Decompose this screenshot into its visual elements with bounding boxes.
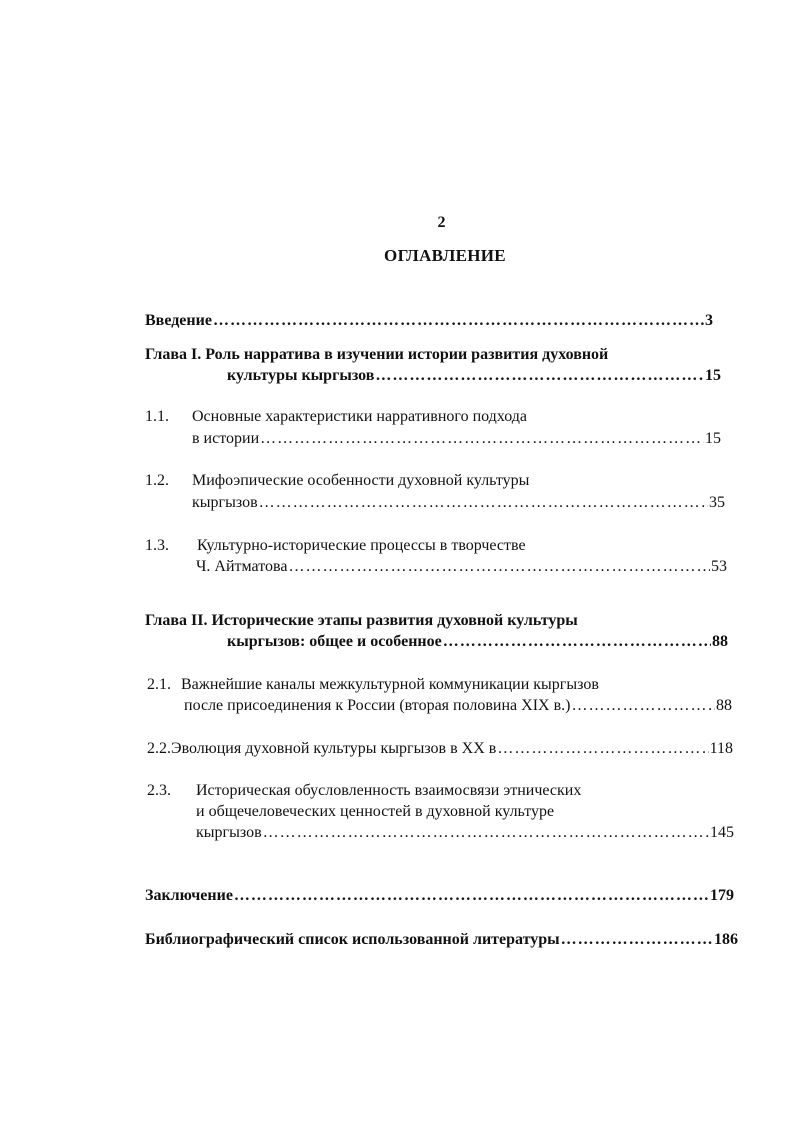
toc-page: 179 xyxy=(710,887,734,904)
toc-entry-intro[interactable] xyxy=(145,311,713,331)
chapter-1-title[interactable]: Глава I. Роль нарратива в изучении истории развития духовной xyxy=(145,346,609,363)
leader-dots xyxy=(288,557,710,577)
toc-label: Библиографический список использованной литературы xyxy=(145,931,560,948)
leader-dots xyxy=(497,739,708,759)
toc-entry-1-3[interactable] xyxy=(196,557,727,577)
toc-page: 35 xyxy=(709,494,725,511)
leader-dots xyxy=(259,493,708,513)
toc-page: 15 xyxy=(705,430,721,447)
toc-label: в истории xyxy=(192,430,260,447)
toc-page: 15 xyxy=(705,367,721,384)
leader-dots xyxy=(443,632,711,652)
section-number: 1.1. xyxy=(145,408,169,425)
toc-label: кыргызов xyxy=(192,494,258,511)
section-1-1-title[interactable] xyxy=(145,407,527,427)
section-1-2-title[interactable] xyxy=(145,471,529,491)
toc-entry-2-3[interactable] xyxy=(196,823,734,843)
leader-dots xyxy=(571,696,715,716)
toc-label: кыргызов xyxy=(196,824,262,841)
toc-page: 88 xyxy=(712,633,728,650)
toc-entry-ch1[interactable] xyxy=(227,366,721,386)
leader-dots xyxy=(213,311,704,331)
toc-page: 145 xyxy=(710,824,734,841)
toc-page: 88 xyxy=(716,697,732,714)
leader-dots xyxy=(260,429,704,449)
toc-label: Эволюция духовной культуры кыргызов в XX в xyxy=(171,740,497,757)
section-title-line: Историческая обусловленность взаимосвязи этнических xyxy=(196,782,582,799)
toc-label: кыргызов: общее и особенное xyxy=(227,633,442,650)
section-number: 2.3. xyxy=(147,782,171,799)
section-title-line: Мифоэпические особенности духовной культуры xyxy=(192,472,530,489)
toc-entry-bibliography[interactable] xyxy=(145,930,738,950)
leader-dots xyxy=(263,823,709,843)
section-2-3-title-line-2: и общечеловеческих ценностей в духовной культуре xyxy=(196,803,555,820)
toc-page: 118 xyxy=(709,740,733,757)
toc-entry-2-2[interactable] xyxy=(147,739,733,759)
section-title-line: Важнейшие каналы межкультурной коммуникации кыргызов xyxy=(181,676,599,693)
section-2-3-title[interactable] xyxy=(147,781,581,801)
leader-dots xyxy=(561,930,713,950)
leader-dots xyxy=(234,886,709,906)
toc-label: Введение xyxy=(145,312,212,329)
toc-entry-2-1[interactable] xyxy=(184,696,732,716)
toc-page: 186 xyxy=(714,931,738,948)
section-number: 1.3. xyxy=(145,537,169,554)
toc-entry-1-1[interactable] xyxy=(192,429,721,449)
toc-page: 53 xyxy=(711,558,727,575)
section-2-1-title[interactable] xyxy=(147,675,599,695)
page-title: ОГЛАВЛЕНИЕ xyxy=(384,246,506,265)
toc-label: Заключение xyxy=(145,887,233,904)
toc-label: после присоединения к России (вторая половина XIX в.) xyxy=(184,697,571,714)
toc-label: культуры кыргызов xyxy=(227,367,375,384)
toc-label: Ч. Айтматова xyxy=(196,558,288,575)
toc-entry-ch2[interactable] xyxy=(227,632,728,652)
section-title-line: Культурно-исторические процессы в творчестве xyxy=(197,537,526,554)
section-number: 2.1. xyxy=(147,676,171,693)
section-number: 2.2. xyxy=(147,740,171,757)
section-number: 1.2. xyxy=(145,472,169,489)
section-title-line: Основные характеристики нарративного подхода xyxy=(192,408,527,425)
toc-page: 3 xyxy=(705,312,713,329)
leader-dots xyxy=(375,366,704,386)
section-1-3-title[interactable] xyxy=(145,536,526,556)
chapter-2-title[interactable]: Глава II. Исторические этапы развития духовной культуры xyxy=(145,612,578,629)
page-number: 2 xyxy=(437,214,446,231)
toc-entry-conclusion[interactable] xyxy=(145,886,734,906)
toc-entry-1-2[interactable] xyxy=(192,493,725,513)
